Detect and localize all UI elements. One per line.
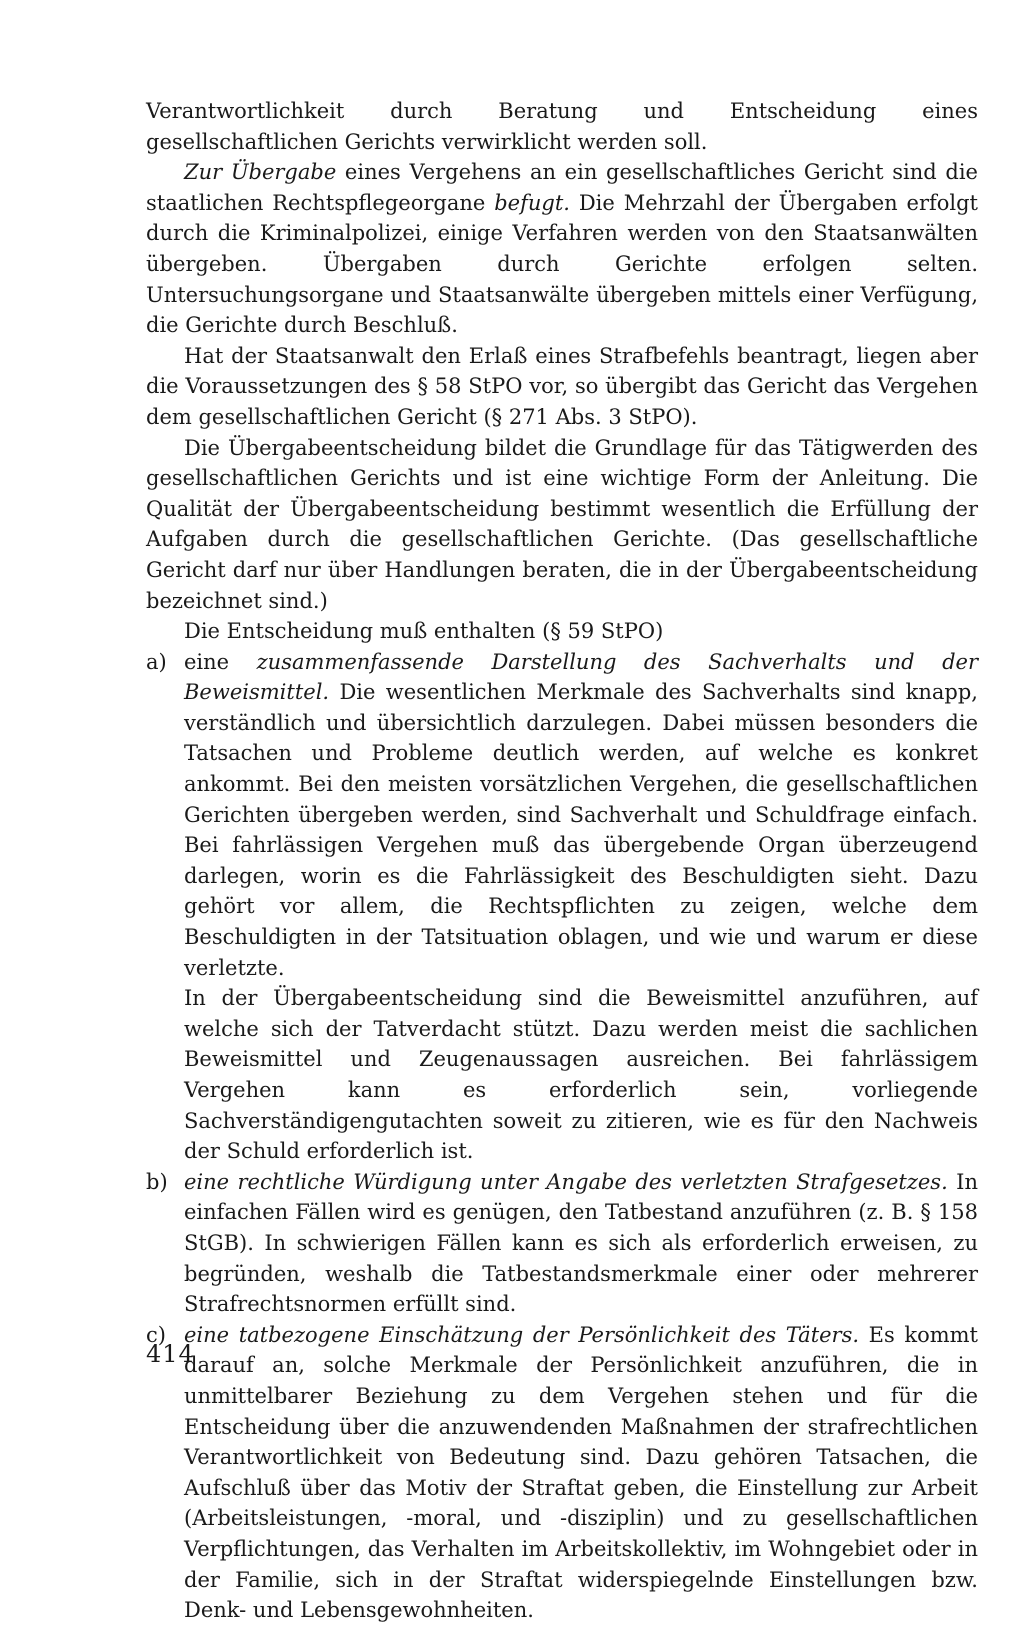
item-c-paragraph <box>184 1320 978 1626</box>
list-label-c: c) <box>146 1322 166 1347</box>
item-a-head-plain: eine <box>184 649 257 674</box>
list-body-b <box>184 1167 978 1320</box>
item-b-text: In einfachen Fällen wird es genügen, den Tatbestand anzuführen (z. B. § 158 StGB). In schwierigen Fällen kann es sich als erforderlich erweisen, zu begründen, weshalb die Tatbestandsmerkmale einer oder mehrerer Strafrechtsnormen erfüllt sind. <box>184 1169 978 1317</box>
paragraph-2 <box>146 157 978 341</box>
paragraph-5: Die Entscheidung muß enthalten (§ 59 StPO) <box>184 619 664 644</box>
item-b-head-italic: eine rechtliche Würdigung unter Angabe des verletzten Strafgesetzes. <box>184 1169 948 1194</box>
page-number: 414 <box>146 1340 195 1368</box>
page-body <box>146 96 978 1626</box>
item-b-paragraph <box>184 1167 978 1320</box>
item-a-text-1: Die wesentlichen Merkmale des Sachverhalts sind knapp, verständlich und übersichtlich darzulegen. Dabei müssen besonders die Tatsachen und Probleme deutlich werden, auf welche es konkret ankommt. Bei den meisten vorsätzlichen Vergehen, die gesellschaftlichen Gerichten übergeben werden, sind Sachverhalt und Schuldfrage einfach. Bei fahrlässigen Vergehen muß das übergebende Organ überzeugend darlegen, worin es die Fahrlässigkeit des Beschuldigten sieht. Dazu gehört vor allem, die Rechtspflichten zu zeigen, welche dem Beschuldigten in der Tatsituation oblagen, und wie und warum er diese verletzte. <box>184 680 978 980</box>
paragraph-2-text-a: eines Vergehens an ein gesellschaftliches Gericht sind die staatlichen Rechtspflegeorgane <box>146 160 978 215</box>
paragraph-3: Hat der Staatsanwalt den Erlaß eines Strafbefehls beantragt, liegen aber die Voraussetzungen des § 58 StPO vor, so übergibt das Gericht das Vergehen dem gesellschaftlichen Gericht (§ 271 Abs. 3 StPO). <box>146 343 978 429</box>
item-c-text: Es kommt darauf an, solche Merkmale der Persönlichkeit anzuführen, die in unmittelbarer Beziehung zu dem Vergehen stehen und für die Entscheidung über die anzuwendenden Maßnahmen der strafrechtlichen Verantwortlichkeit von Bedeutung sind. Dazu gehören Tatsachen, die Aufschluß über das Motiv der Straftat geben, die Einstellung zur Arbeit (Arbeitsleistungen, -moral, und -disziplin) und zu gesellschaftlichen Verpflichtungen, das Verhalten im Arbeitskollektiv, im Wohngebiet oder in der Familie, sich in der Straftat widerspiegelnde Einstellungen bzw. Denk- und Lebensgewohnheiten. <box>184 1322 978 1623</box>
list-item-b <box>146 1167 978 1320</box>
paragraph-4: Die Übergabeentscheidung bildet die Grundlage für das Tätigwerden des gesellschaftlichen Gerichts und ist eine wichtige Form der Anleitung. Die Qualität der Übergabeentscheidung bestimmt wesentlich die Erfüllung der Aufgaben durch die gesellschaftlichen Gerichte. (Das gesellschaftliche Gericht darf nur über Handlungen beraten, die in der Übergabeentscheidung bezeichnet sind.) <box>146 435 978 613</box>
list-body-a <box>184 647 978 1167</box>
list-label-a: a) <box>146 649 167 674</box>
item-a-paragraph-1 <box>184 647 978 984</box>
list-label-b: b) <box>146 1169 168 1194</box>
item-c-head-italic: eine tatbezogene Einschätzung der Persönlichkeit des Täters. <box>184 1322 860 1347</box>
emphasis-befugt: befugt. <box>494 190 570 215</box>
emphasis-zur-uebergabe: Zur Übergabe <box>184 160 337 185</box>
list-item-a <box>146 647 978 1167</box>
item-a-head-italic: zusammenfassende Darstellung des Sachverhalts und der Beweismittel. <box>184 649 978 705</box>
paragraph-1: Verantwortlichkeit durch Beratung und Entscheidung eines gesellschaftlichen Gerichts verwirklicht werden soll. <box>146 99 978 154</box>
list-item-c <box>146 1320 978 1626</box>
paragraph-2-text-b: Die Mehrzahl der Übergaben erfolgt durch die Kriminalpolizei, einige Verfahren werden von den Staatsanwälten übergeben. Übergaben durch Gerichte erfolgen selten. Untersuchungsorgane und Staatsanwälte übergeben mittels einer Verfügung, die Gerichte durch Beschluß. <box>146 190 978 338</box>
list-body-c <box>184 1320 978 1626</box>
item-a-paragraph-2: In der Übergabeentscheidung sind die Beweismittel anzuführen, auf welche sich der Tatverdacht stützt. Dazu werden meist die sachlichen Beweismittel und Zeugenaussagen ausreichen. Bei fahrlässigem Vergehen kann es erforderlich sein, vorliegende Sachverständigengutachten soweit zu zitieren, wie es für den Nachweis der Schuld erforderlich ist. <box>184 986 978 1164</box>
